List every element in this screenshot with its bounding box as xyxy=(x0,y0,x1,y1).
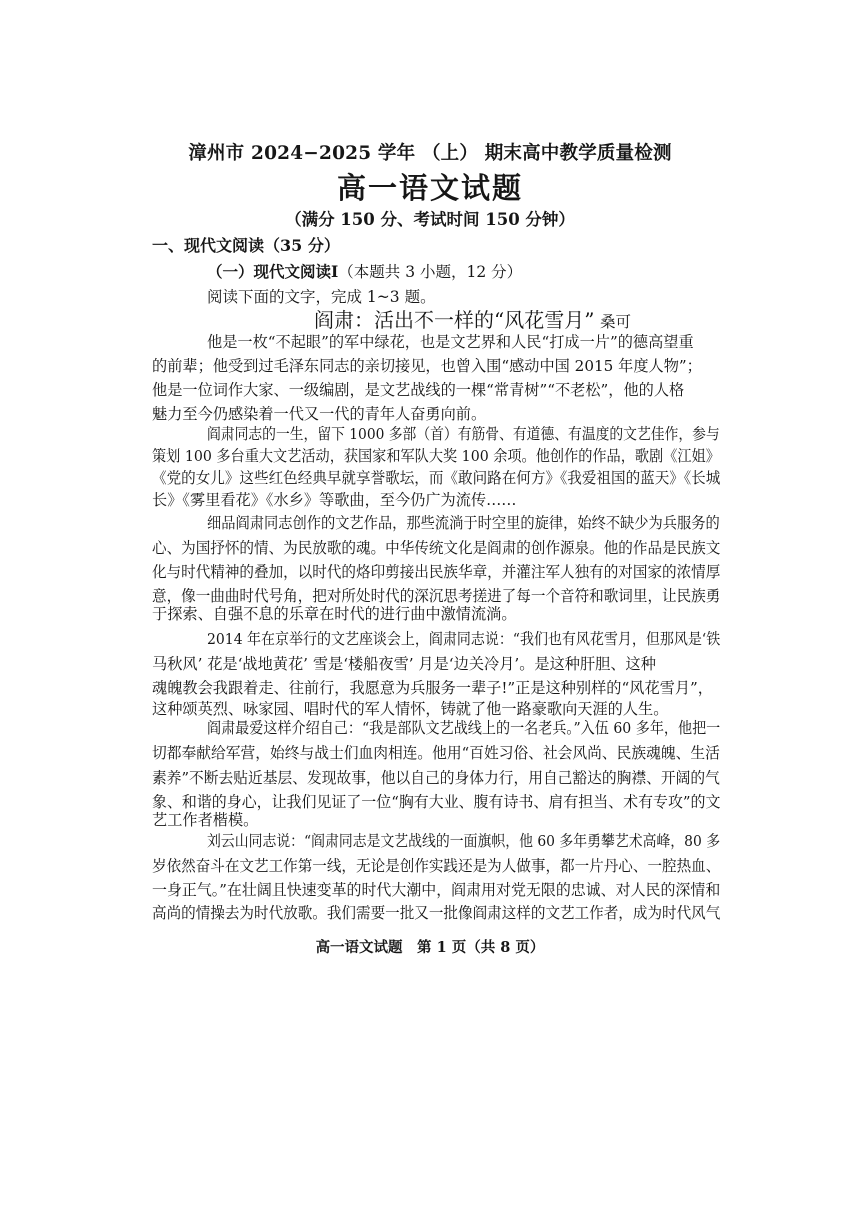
article-line: 艺工作者楷模。 xyxy=(152,811,259,829)
article-line: 细品阎肃同志创作的文艺作品，那些流淌于时空里的旋律，始终不缺少为兵服务的 xyxy=(207,514,720,532)
article-line: 马秋风’ 花是‘战地黄花’ 雪是‘楼船夜雪’ 月是‘边关冷月’。是这种肝胆、这种 xyxy=(152,655,656,673)
article-title: 阎肃：活出不一样的“风花雪月” xyxy=(314,308,595,332)
article-line: 化与时代精神的叠加，以时代的烙印剪接出民族华章，并灌注军人独有的对国家的浓情厚 xyxy=(152,563,721,581)
article-line: 岁依然奋斗在文艺工作第一线，无论是创作实践还是为人做事，都一片丹心、一腔热血、 xyxy=(152,857,721,875)
article-line: 长》《雾里看花》《水乡》等歌曲，至今仍广为流传…… xyxy=(152,491,517,509)
article-line: 心、为国抒怀的情、为民放歌的魂。中华传统文化是阎肃的创作源泉。他的作品是民族文 xyxy=(152,539,721,557)
score-time-note: （满分 150 分、考试时间 150 分钟） xyxy=(285,210,575,229)
subsection-label: （一）现代文阅读Ⅰ xyxy=(207,262,339,281)
article-line: 策划 100 多台重大文艺活动，获国家和军队大奖 100 余项。他创作的作品，歌剧《江姐》 xyxy=(152,447,720,465)
article-line: 他是一枚“不起眼”的军中绿花，也是文艺界和人民“打成一片”的德高望重 xyxy=(207,333,694,351)
article-line: 象、和谐的身心，让我们见证了一位“胸有大业、腹有诗书、肩有担当、术有专攻”的文 xyxy=(152,793,721,811)
article-line: 切都奉献给军营，始终与战士们血肉相连。他用“百姓习俗、社会风尚、民族魂魄、生活 xyxy=(152,744,720,762)
article-line: 于探索、自强不息的乐章在时代的进行曲中激情流淌。 xyxy=(152,605,517,623)
exam-header-title: 漳州市 2024−2025 学年 （上） 期末高中教学质量检测 xyxy=(188,143,672,164)
article-line: 这种颂英烈、咏家园、唱时代的军人情怀，铸就了他一路豪歌向天涯的人生。 xyxy=(152,700,669,718)
article-line: 素养”不断去贴近基层、发现故事，他以自己的身体力行，用自己豁达的胸襟、开阔的气 xyxy=(152,769,720,787)
reading-instruction: 阅读下面的文字，完成 1~3 题。 xyxy=(207,288,436,306)
article-line: 《党的女儿》这些红色经典早就享誉歌坛，而《敢问路在何方》《我爱祖国的蓝天》《长城 xyxy=(152,469,721,487)
article-line: 2014 年在京举行的文艺座谈会上，阎肃同志说：“我们也有风花雪月，但那风是‘铁 xyxy=(207,630,721,648)
subsection-note: （本题共 3 小题，12 分） xyxy=(338,263,523,281)
article-line: 阎肃最爱这样介绍自己：“我是部队文艺战线上的一名老兵。”入伍 60 多年，他把一 xyxy=(207,719,721,737)
subsection-heading xyxy=(207,264,522,281)
article-author: 桑可 xyxy=(600,313,632,331)
article-line: 高尚的情操去为时代放歌。我们需要一批又一批像阎肃这样的文艺工作者，成为时代风气 xyxy=(152,904,721,922)
article-line: 他是一位词作大家、一级编剧，是文艺战线的一棵“常青树”“不老松”，他的人格 xyxy=(152,381,685,399)
paper-title: 高一语文试题 xyxy=(336,171,523,205)
article-line: 魅力至今仍感染着一代又一代的青年人奋勇向前。 xyxy=(152,405,487,423)
page-footer: 高一语文试题 第 1 页（共 8 页） xyxy=(315,939,545,956)
article-line: 的前辈；他受到过毛泽东同志的亲切接见，也曾入围“感动中国 2015 年度人物”； xyxy=(152,357,702,375)
section-heading: 一、现代文阅读（35 分） xyxy=(152,236,340,255)
article-line: 意，像一曲曲时代号角，把对所处时代的深沉思考搓进了每一个音符和歌词里，让民族勇 xyxy=(152,587,721,605)
article-line: 阎肃同志的一生，留下 1000 多部（首）有筋骨、有道德、有温度的文艺佳作，参与 xyxy=(207,425,720,443)
article-line: 一身正气。”在壮阔且快速变革的时代大潮中，阎肃用对党无限的忠诚、对人民的深情和 xyxy=(152,881,721,899)
article-line: 魂魄教会我跟着走、往前行，我愿意为兵服务一辈子!”正是这种别样的“风花雪月”， xyxy=(152,679,713,697)
article-line: 刘云山同志说：“阎肃同志是文艺战线的一面旗帜，他 60 多年勇攀艺术高峰，80 多 xyxy=(207,832,721,850)
